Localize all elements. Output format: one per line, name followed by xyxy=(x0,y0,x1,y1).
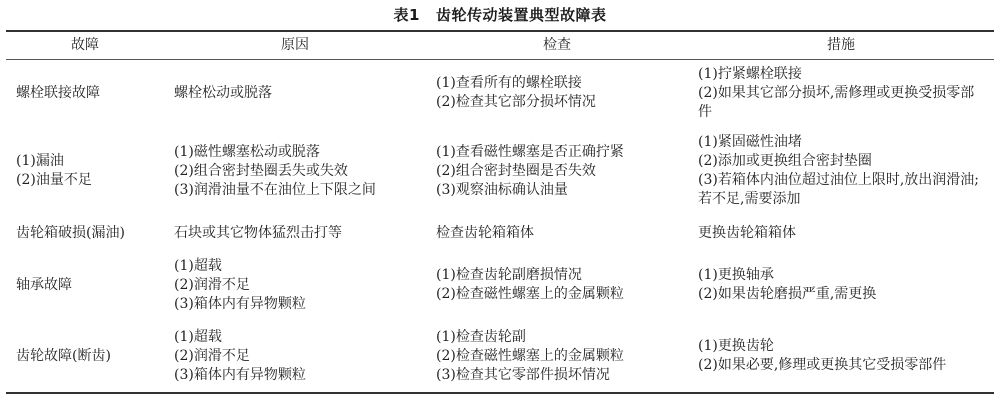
table-number: 表1 xyxy=(393,6,420,24)
header-fault: 故障 xyxy=(6,31,164,60)
cell-line: (1)更换齿轮 xyxy=(698,338,774,354)
cell-line: 更换齿轮箱箱体 xyxy=(698,224,796,241)
cell-line: (1)超载 xyxy=(174,328,222,345)
cell-cause xyxy=(164,60,426,127)
cell-cause xyxy=(164,320,426,393)
table-caption xyxy=(6,0,994,30)
cell-line: 螺栓联接故障 xyxy=(16,84,100,101)
cell-line: (1)紧固磁性油堵 xyxy=(698,134,802,150)
cell-line: (2)组合密封垫圈丢失或失效 xyxy=(174,162,348,179)
cell-line: (3)润滑油量不在油位上下限之间 xyxy=(174,181,376,198)
cell-cause xyxy=(164,250,426,320)
table-row xyxy=(6,320,994,393)
cell-line: (2)润滑不足 xyxy=(174,347,250,364)
table-row xyxy=(6,250,994,320)
table-title: 齿轮传动装置典型故障表 xyxy=(435,6,607,24)
cell-line: (2)检查其它部分损坏情况 xyxy=(436,94,596,110)
cell-line: (1)查看所有的螺栓联接 xyxy=(436,75,582,91)
cell-check xyxy=(426,320,688,393)
cell-line: (1)更换轴承 xyxy=(698,267,774,283)
table-row xyxy=(6,126,994,216)
cell-check xyxy=(426,60,688,127)
fault-table xyxy=(6,30,994,394)
cell-fault xyxy=(6,126,164,216)
cell-line: (1)检查齿轮副磨损情况 xyxy=(436,267,582,283)
cell-line: (3)箱体内有异物颗粒 xyxy=(174,366,306,383)
cell-measure xyxy=(688,216,994,250)
cell-measure xyxy=(688,250,994,320)
cell-line: (1)拧紧螺栓联接 xyxy=(698,65,802,82)
cell-fault xyxy=(6,60,164,127)
cell-line: (1)漏油 xyxy=(16,153,64,169)
header-measure: 措施 xyxy=(688,31,994,60)
table-row xyxy=(6,60,994,127)
header-row xyxy=(6,31,994,60)
cell-line: (2)如果必要,修理或更换其它受损零部件 xyxy=(698,357,947,373)
cell-cause xyxy=(164,216,426,250)
cell-line: (3)观察油标确认油量 xyxy=(436,181,568,198)
cell-measure xyxy=(688,126,994,216)
cell-fault xyxy=(6,216,164,250)
table-row xyxy=(6,216,994,250)
cell-fault xyxy=(6,250,164,320)
cell-measure xyxy=(688,60,994,127)
cell-line: (2)润滑不足 xyxy=(174,276,250,293)
cell-line: (3)箱体内有异物颗粒 xyxy=(174,295,306,312)
cell-line: (1)超载 xyxy=(174,257,222,274)
cell-line: (2)组合密封垫圈是否失效 xyxy=(436,162,596,179)
cell-line: 齿轮故障(断齿) xyxy=(16,347,111,364)
cell-cause xyxy=(164,126,426,216)
cell-line: (2)添加或更换组合密封垫圈 xyxy=(698,153,872,169)
cell-fault xyxy=(6,320,164,393)
cell-line: (1)检查齿轮副 xyxy=(436,328,526,345)
cell-line: 齿轮箱破损(漏油) xyxy=(16,224,125,241)
cell-line: (1)查看磁性螺塞是否正确拧紧 xyxy=(436,143,624,160)
cell-line: (2)如果其它部分损坏,需修理或更换受损零部件 xyxy=(698,84,975,120)
cell-line: 石块或其它物体猛烈击打等 xyxy=(174,224,342,241)
cell-check xyxy=(426,126,688,216)
cell-line: 检查齿轮箱箱体 xyxy=(436,224,534,241)
cell-line: (3)若箱体内油位超过油位上限时,放出润滑油;若不足,需要添加 xyxy=(698,172,979,207)
cell-line: (2)如果齿轮磨损严重,需更换 xyxy=(698,286,877,302)
cell-line: (2)检查磁性螺塞上的金属颗粒 xyxy=(436,286,624,302)
cell-line: (1)磁性螺塞松动或脱落 xyxy=(174,143,320,160)
cell-measure xyxy=(688,320,994,393)
cell-line: 螺栓松动或脱落 xyxy=(174,84,272,101)
cell-line: (2)油量不足 xyxy=(16,172,92,188)
cell-line: 轴承故障 xyxy=(16,276,72,293)
header-cause: 原因 xyxy=(164,31,426,60)
cell-line: (2)检查磁性螺塞上的金属颗粒 xyxy=(436,347,624,364)
cell-check xyxy=(426,250,688,320)
header-check: 检查 xyxy=(426,31,688,60)
cell-line: (3)检查其它零部件损坏情况 xyxy=(436,366,610,383)
cell-check xyxy=(426,216,688,250)
